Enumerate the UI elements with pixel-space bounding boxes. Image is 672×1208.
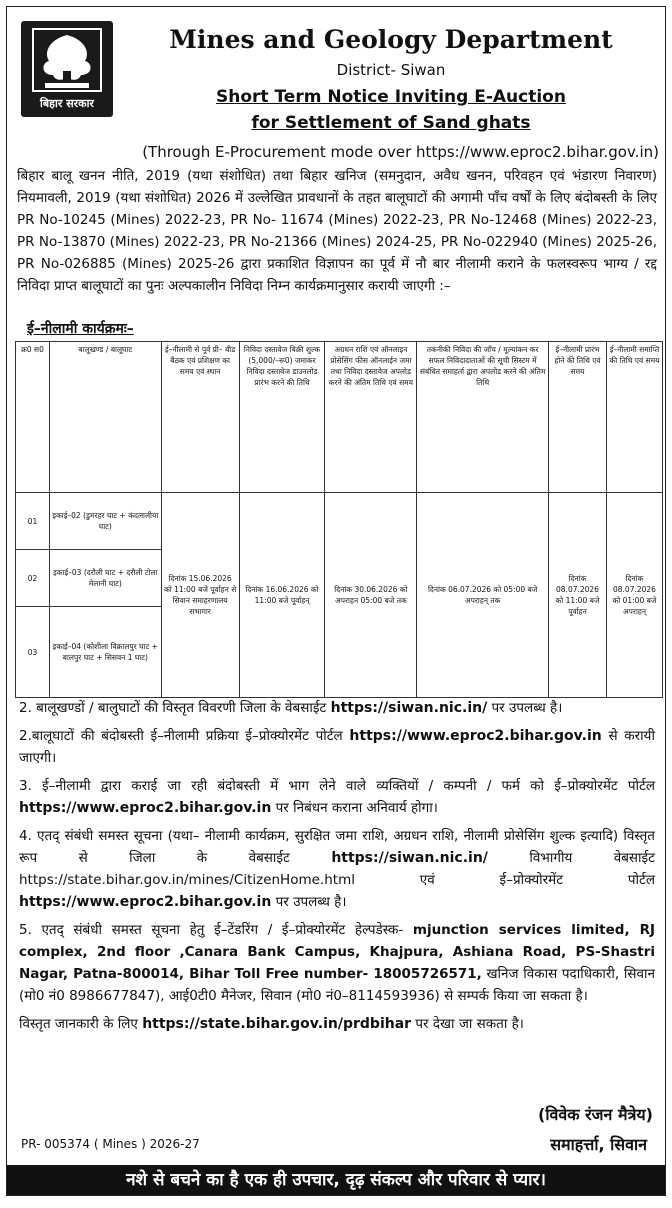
point-5-suffix: खनिज विकास पदाधिकारी, सिवान (मो0 नं0 8986677847), आई0टी0 मैनेजर, सिवान (मो0 नं0–8114593936) से सम्पर्क किया जा सकता है। xyxy=(19,966,655,1004)
row-sn: 03 xyxy=(16,607,50,698)
point-3-suffix: पर निबंधन कराना अनिवार्य होगा। xyxy=(271,800,438,816)
point-4-text: 4. एतद् संबंधी समस्त सूचना (यथा– नीलामी कार्यक्रम, सुरक्षित जमा राशि, अग्रधन राशि, नीलामी प्रोसेसिंग शुल्क इत्यादि) विस्तृत रूप से जिला के वेबसाईट xyxy=(19,828,655,866)
row-sn: 01 xyxy=(16,493,50,550)
mines-website-link: https://state.bihar.gov.in/mines/CitizenHome.html xyxy=(19,872,355,888)
point-5-text: 5. एतद् संबंधी समस्त सूचना हेतु ई–टेंडरिंग / ई–प्रोक्योरमेंट हेल्पडेस्क- xyxy=(19,922,413,938)
point-6 xyxy=(19,1013,655,1035)
signatory-name: (विवेक रंजन मैत्रेय) xyxy=(538,1105,653,1124)
end-cell: दिनांक 08.07.2026 को 01:00 बजे अपराहन् xyxy=(606,493,662,698)
point-4 xyxy=(19,825,655,913)
point-2-text: 2.बालूघाटों की बंदोबस्ती ई–नीलामी प्रक्रिया ई–प्रोक्योरमेंट पोर्टल xyxy=(19,728,350,744)
row-unit: इकाई–02 (डुमरहर घाट + कंदलालीया घाट) xyxy=(49,493,161,550)
header-end: ई–नीलामी समाप्ति की तिथि एवं समय xyxy=(606,342,662,493)
point-6-text: विस्तृत जानकारी के लिए xyxy=(19,1016,143,1032)
helpdesk-address: mjunction services limited, RJ complex, 2nd floor ,Canara Bank Campus, Khajpura, Ashiana Road, PS-Shastri Nagar, Patna-800014, Bihar Toll Free number- 18005726571, xyxy=(19,922,655,982)
header-technical: तकनीकी निविदा की जाँच / मूल्यांकन कर सफल निविदादाताओं की सूची सिस्टम में संबंधित समाहर्ता द्वारा अपलोड करने की अंतिम तिथि xyxy=(417,342,549,493)
header-download: निविदा दस्तावेज बिक्री शुल्क (5,000/–रू0) जमाकर निविदा दस्तावेज डाउनलोड प्रारंभ करने की तिथि xyxy=(239,342,325,493)
table-header-row xyxy=(16,342,663,493)
eproc-link: https://www.eproc2.bihar.gov.in xyxy=(349,728,602,744)
start-cell: दिनांक 08.07.2026 को 11:00 बजे पूर्वाहन xyxy=(549,493,607,698)
logo-caption: बिहार सरकार xyxy=(40,97,94,110)
point-1-suffix: पर उपलब्ध है। xyxy=(487,700,563,716)
header-sn: क्र0 स0 xyxy=(16,342,50,493)
point-4-mid2: एवं ई–प्रोक्योरमेंट पोर्टल xyxy=(354,872,655,888)
header-upload: अग्रधन राशि एवं ऑनलाइन प्रोसेसिंग फीस ऑनलाईन जमा तथा निविदा दस्तावेज अपलोड करने की अंतिम तिथि एवं समय xyxy=(325,342,417,493)
auction-schedule-table xyxy=(15,341,663,698)
procurement-mode: (Through E-Procurement mode over https://www.eproc2.bihar.gov.in) xyxy=(142,143,659,161)
eproc-link: https://www.eproc2.bihar.gov.in xyxy=(19,894,272,910)
slogan-banner: नशे से बचने का है एक ही उपचार, दृढ़ संकल्प और परिवार से प्यार। xyxy=(7,1165,665,1195)
prebid-cell: दिनांक 15.06.2026 को 11:00 बजे पूर्वाहन से सिवान समाहरणालय सभागार xyxy=(161,493,239,698)
point-1 xyxy=(19,697,655,719)
row-unit: इकाई–04 (कोशीला विक्रालपुर घाट + बालपुर घाट + सिसवन 1 घाट) xyxy=(49,607,161,698)
header xyxy=(7,7,665,137)
district-name: District- Siwan xyxy=(336,61,446,79)
header-unit: बालूखण्ड / बालूघाट xyxy=(49,342,161,493)
download-cell: दिनांक 16.06.2026 को 11:00 बजे पूर्वाहन् xyxy=(239,493,325,698)
notice-points xyxy=(19,697,655,1041)
header-start: ई–नीलामी प्रारंभ होने की तिथि एवं समय xyxy=(549,342,607,493)
point-2 xyxy=(19,725,655,769)
technical-cell: दिनांक 06.07.2026 को 05:00 बजे अपराहन् तक xyxy=(417,493,549,698)
row-unit: इकाई–03 (दरौली घाट + दरौली टोला मेलानी घाट) xyxy=(49,550,161,607)
header-prebid: ई–नीलामी से पूर्व प्री– बीड बैठक एवं प्रशिक्षण का समय एवं स्थान xyxy=(161,342,239,493)
auction-schedule-title: ई–नीलामी कार्यक्रमः– xyxy=(27,321,134,337)
siwan-website-link: https://siwan.nic.in/ xyxy=(330,700,488,716)
point-5 xyxy=(19,919,655,1007)
department-title: Mines and Geology Department xyxy=(169,25,613,54)
siwan-website-link: https://siwan.nic.in/ xyxy=(331,850,488,866)
point-6-suffix: पर देखा जा सकता है। xyxy=(411,1016,524,1032)
signatory-designation: समाहर्त्ता, सिवान xyxy=(550,1135,647,1154)
point-3 xyxy=(19,775,655,819)
eproc-link: https://www.eproc2.bihar.gov.in xyxy=(19,800,272,816)
notice-title-line1: Short Term Notice Inviting E-Auction xyxy=(216,87,566,107)
bihar-emblem-logo xyxy=(21,21,113,117)
point-2-suffix: से करायी जाएगी। xyxy=(19,728,655,766)
point-1-text: 2. बालूखण्डों / बालुघाटों की विस्तृत विवरणी जिला के वेबसाईट xyxy=(19,700,331,716)
prdbihar-link: https://state.bihar.gov.in/prdbihar xyxy=(142,1016,412,1032)
row-sn: 02 xyxy=(16,550,50,607)
point-4-suffix: पर उपलब्ध है। xyxy=(271,894,347,910)
point-3-text: 3. ई–नीलामी द्वारा कराई जा रही बंदोबस्ती में भाग लेने वाले व्यक्तियों / कम्पनी / फर्म को ई–प्रोक्योरमेंट पोर्टल xyxy=(19,778,655,794)
upload-cell: दिनांक 30.06.2026 को अपराहन 05:00 बजे तक xyxy=(325,493,417,698)
notice-page xyxy=(6,6,666,1196)
notice-title-line2: for Settlement of Sand ghats xyxy=(251,113,531,133)
point-4-mid: विभागीय वेबसाईट xyxy=(487,850,655,866)
table-row xyxy=(16,493,663,550)
pr-number: PR- 005374 ( Mines ) 2026-27 xyxy=(21,1137,200,1151)
intro-paragraph: बिहार बालू खनन नीति, 2019 (यथा संशोधित) तथा बिहार खनिज (समनुदान, अवैध खनन, परिवहन एवं भंडारण निवारण) नियमावली, 2019 (यथा संशोधित) 2026 में उल्लेखित प्रावधानों के तहत बालूघाटों की अगामी पाँच वर्षों के लिए बंदोबस्ती के लिए PR No-10245 (Mines) 2022-23, PR No- 11674 (Mines) 2022-23, PR No-12468 (Mines) 2022-23, PR No-13870 (Mines) 2022-23, PR No-21366 (Mines) 2024-25, PR No-022940 (Mines) 2025-26, PR No-026885 (Mines) 2025-26 द्वारा प्रकाशित विज्ञापन का पूर्व में नौ बार नीलामी कराने के फलस्वरूप भाग्य / रद्द निविदा प्राप्त बालूघाटों का पुनः अल्पकालीन निविदा निम्न कार्यक्रमानुसार करायी जाएगी :– xyxy=(17,168,657,294)
